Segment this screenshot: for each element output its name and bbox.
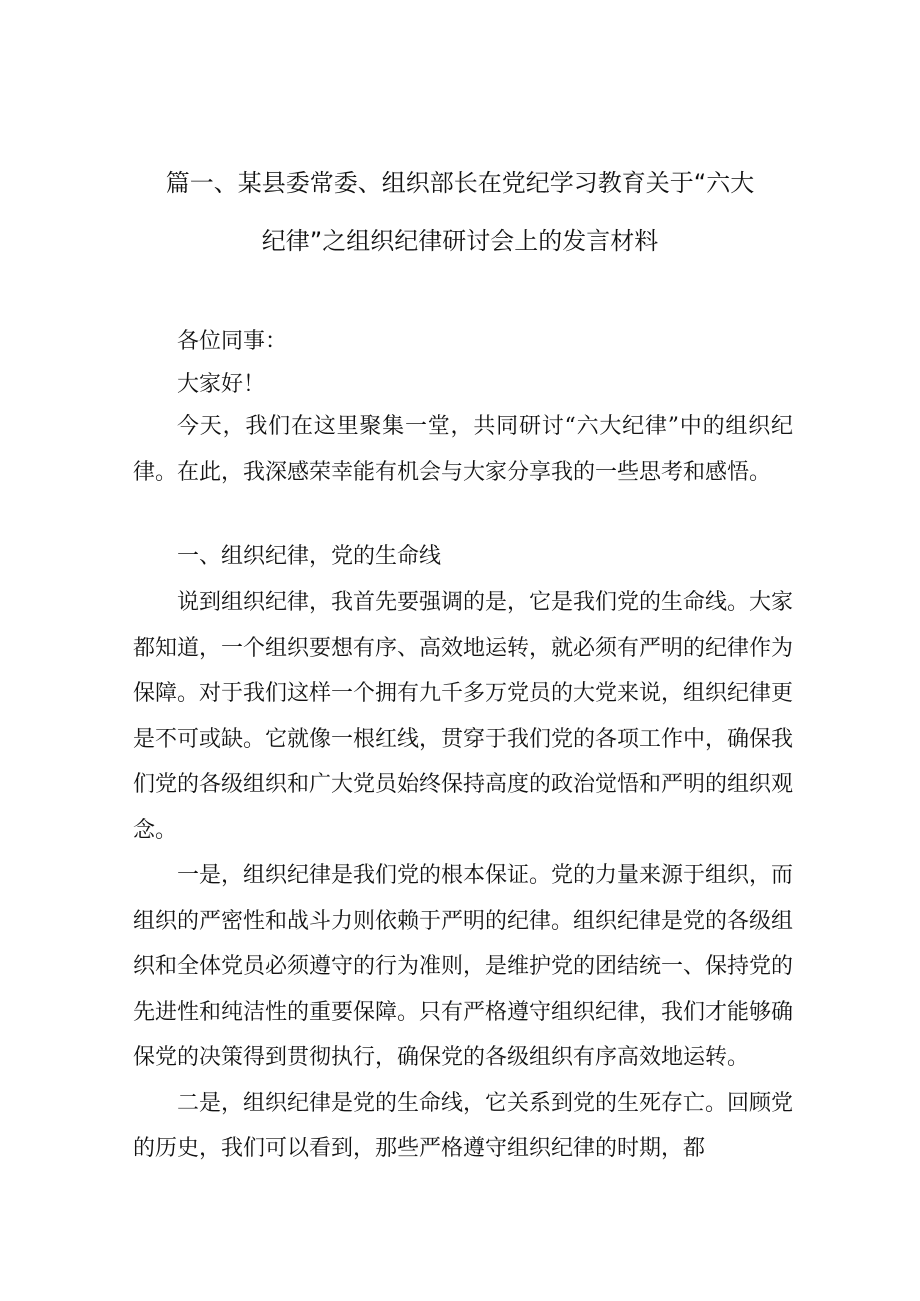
document-title-line-2: 纪律”之组织纪律研讨会上的发言材料: [261, 227, 659, 255]
intro-block: [133, 404, 793, 495]
intro-paragraph: 今天，我们在这里聚集一堂，共同研讨“六大纪律”中的组织纪律。在此，我深感荣幸能有机会与大家分享我的一些思考和感悟。: [133, 414, 793, 485]
body-paragraph: 二是，组织纪律是党的生命线，它关系到党的生死存亡。回顾党的历史，我们可以看到，那些严格遵守组织纪律的时期，都: [133, 1090, 794, 1161]
greeting: 大家好！: [177, 372, 266, 397]
section-heading: 一、组织纪律，党的生命线: [177, 544, 442, 569]
salutation: 各位同事：: [177, 329, 288, 354]
body-paragraph: 一是，组织纪律是我们党的根本保证。党的力量来源于组织，而组织的严密性和战斗力则依赖于严明的纪律。组织纪律是党的各级组织和全体党员必须遵守的行为准则，是维护党的团结统一、保持党的先进性和纯洁性的重要保障。只有严格遵守组织纪律，我们才能够确保党的决策得到贯彻执行，确保党的各级组织有序高效地运转。: [133, 863, 794, 1070]
document-title-line-1: 篇一、某县委常委、组织部长在党纪学习教育关于“六大: [165, 169, 755, 197]
section-body: [133, 580, 793, 1172]
body-paragraph: 说到组织纪律，我首先要强调的是，它是我们党的生命线。大家都知道，一个组织要想有序、高效地运转，就必须有严明的纪律作为保障。对于我们这样一个拥有九千多万党员的大党来说，组织纪律更是不可或缺。它就像一根红线，贯穿于我们党的各项工作中，确保我们党的各级组织和广大党员始终保持高度的政治觉悟和严明的组织观念。: [133, 590, 794, 843]
